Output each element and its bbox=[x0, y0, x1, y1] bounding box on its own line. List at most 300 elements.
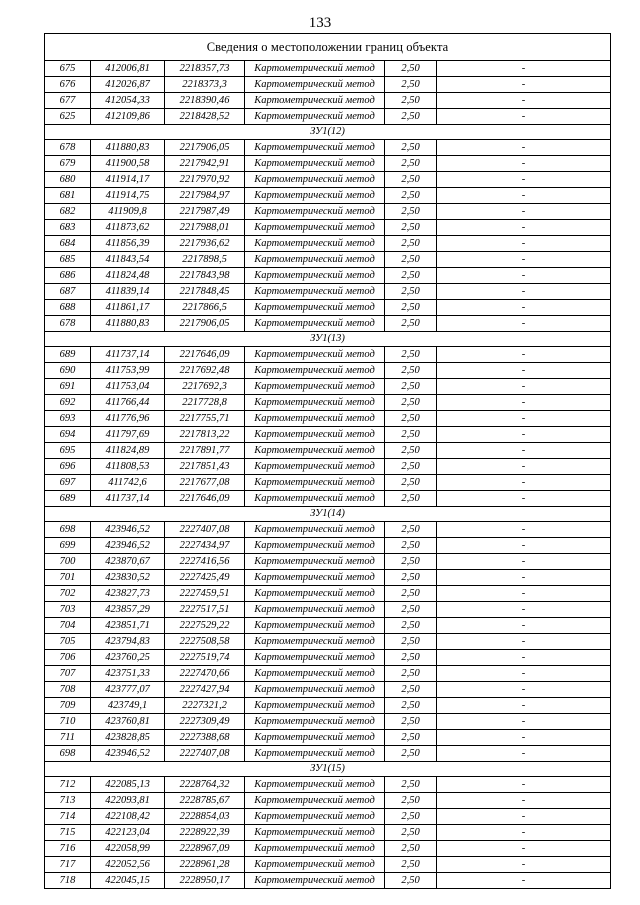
coord-x-cell: 411753,99 bbox=[91, 363, 165, 379]
description-cell: - bbox=[437, 634, 611, 650]
method-cell: Картометрический метод bbox=[245, 236, 385, 252]
method-cell: Картометрический метод bbox=[245, 809, 385, 825]
table-row bbox=[45, 411, 611, 427]
table-row bbox=[45, 522, 611, 538]
table-row bbox=[45, 379, 611, 395]
point-number-cell: 700 bbox=[45, 554, 91, 570]
point-number-cell: 707 bbox=[45, 666, 91, 682]
coord-x-cell: 411824,48 bbox=[91, 268, 165, 284]
table-row bbox=[45, 459, 611, 475]
description-cell: - bbox=[437, 650, 611, 666]
coord-x-cell: 411742,6 bbox=[91, 475, 165, 491]
description-cell: - bbox=[437, 522, 611, 538]
coord-y-cell: 2217866,5 bbox=[165, 300, 245, 316]
accuracy-cell: 2,50 bbox=[385, 379, 437, 395]
coord-x-cell: 423946,52 bbox=[91, 746, 165, 762]
point-number-cell: 710 bbox=[45, 714, 91, 730]
coord-y-cell: 2217891,77 bbox=[165, 443, 245, 459]
description-cell: - bbox=[437, 379, 611, 395]
accuracy-cell: 2,50 bbox=[385, 522, 437, 538]
coord-y-cell: 2217906,05 bbox=[165, 316, 245, 332]
table-row bbox=[45, 586, 611, 602]
table-row bbox=[45, 825, 611, 841]
method-cell: Картометрический метод bbox=[245, 538, 385, 554]
coord-y-cell: 2227470,66 bbox=[165, 666, 245, 682]
accuracy-cell: 2,50 bbox=[385, 841, 437, 857]
description-cell: - bbox=[437, 698, 611, 714]
coord-x-cell: 411909,8 bbox=[91, 204, 165, 220]
accuracy-cell: 2,50 bbox=[385, 650, 437, 666]
coord-y-cell: 2227434,97 bbox=[165, 538, 245, 554]
method-cell: Картометрический метод bbox=[245, 220, 385, 236]
accuracy-cell: 2,50 bbox=[385, 204, 437, 220]
coord-y-cell: 2228950,17 bbox=[165, 873, 245, 889]
description-cell: - bbox=[437, 204, 611, 220]
coord-x-cell: 411843,54 bbox=[91, 252, 165, 268]
table-row bbox=[45, 188, 611, 204]
table-row bbox=[45, 841, 611, 857]
point-number-cell: 698 bbox=[45, 746, 91, 762]
description-cell: - bbox=[437, 188, 611, 204]
accuracy-cell: 2,50 bbox=[385, 570, 437, 586]
accuracy-cell: 2,50 bbox=[385, 459, 437, 475]
accuracy-cell: 2,50 bbox=[385, 666, 437, 682]
description-cell: - bbox=[437, 793, 611, 809]
table-row bbox=[45, 395, 611, 411]
accuracy-cell: 2,50 bbox=[385, 618, 437, 634]
method-cell: Картометрический метод bbox=[245, 363, 385, 379]
point-number-cell: 715 bbox=[45, 825, 91, 841]
point-number-cell: 682 bbox=[45, 204, 91, 220]
accuracy-cell: 2,50 bbox=[385, 443, 437, 459]
point-number-cell: 718 bbox=[45, 873, 91, 889]
section-row bbox=[45, 332, 611, 347]
table-row bbox=[45, 857, 611, 873]
table-row bbox=[45, 109, 611, 125]
coord-y-cell: 2218357,73 bbox=[165, 61, 245, 77]
method-cell: Картометрический метод bbox=[245, 602, 385, 618]
coord-y-cell: 2227427,94 bbox=[165, 682, 245, 698]
coord-x-cell: 423851,71 bbox=[91, 618, 165, 634]
coord-x-cell: 411824,89 bbox=[91, 443, 165, 459]
accuracy-cell: 2,50 bbox=[385, 730, 437, 746]
point-number-cell: 685 bbox=[45, 252, 91, 268]
point-number-cell: 679 bbox=[45, 156, 91, 172]
coord-y-cell: 2227459,51 bbox=[165, 586, 245, 602]
coord-y-cell: 2218428,52 bbox=[165, 109, 245, 125]
accuracy-cell: 2,50 bbox=[385, 777, 437, 793]
section-label: ЗУ1(12) bbox=[45, 125, 611, 140]
coord-x-cell: 411900,58 bbox=[91, 156, 165, 172]
table-row bbox=[45, 61, 611, 77]
table-row bbox=[45, 443, 611, 459]
description-cell: - bbox=[437, 140, 611, 156]
coord-x-cell: 423794,83 bbox=[91, 634, 165, 650]
accuracy-cell: 2,50 bbox=[385, 809, 437, 825]
point-number-cell: 689 bbox=[45, 491, 91, 507]
coord-y-cell: 2217851,43 bbox=[165, 459, 245, 475]
coord-x-cell: 411839,14 bbox=[91, 284, 165, 300]
table-row bbox=[45, 682, 611, 698]
description-cell: - bbox=[437, 714, 611, 730]
table-row bbox=[45, 93, 611, 109]
accuracy-cell: 2,50 bbox=[385, 347, 437, 363]
method-cell: Картометрический метод bbox=[245, 411, 385, 427]
point-number-cell: 714 bbox=[45, 809, 91, 825]
point-number-cell: 678 bbox=[45, 316, 91, 332]
point-number-cell: 709 bbox=[45, 698, 91, 714]
description-cell: - bbox=[437, 602, 611, 618]
coord-y-cell: 2218373,3 bbox=[165, 77, 245, 93]
point-number-cell: 687 bbox=[45, 284, 91, 300]
coord-y-cell: 2217813,22 bbox=[165, 427, 245, 443]
method-cell: Картометрический метод bbox=[245, 873, 385, 889]
coord-x-cell: 412006,81 bbox=[91, 61, 165, 77]
coord-y-cell: 2228854,03 bbox=[165, 809, 245, 825]
section-label: ЗУ1(13) bbox=[45, 332, 611, 347]
section-row bbox=[45, 507, 611, 522]
method-cell: Картометрический метод bbox=[245, 379, 385, 395]
coord-x-cell: 422108,42 bbox=[91, 809, 165, 825]
method-cell: Картометрический метод bbox=[245, 188, 385, 204]
description-cell: - bbox=[437, 268, 611, 284]
accuracy-cell: 2,50 bbox=[385, 172, 437, 188]
method-cell: Картометрический метод bbox=[245, 284, 385, 300]
accuracy-cell: 2,50 bbox=[385, 491, 437, 507]
table-row bbox=[45, 554, 611, 570]
method-cell: Картометрический метод bbox=[245, 316, 385, 332]
description-cell: - bbox=[437, 746, 611, 762]
method-cell: Картометрический метод bbox=[245, 140, 385, 156]
coord-x-cell: 423827,73 bbox=[91, 586, 165, 602]
accuracy-cell: 2,50 bbox=[385, 268, 437, 284]
description-cell: - bbox=[437, 491, 611, 507]
point-number-cell: 703 bbox=[45, 602, 91, 618]
coord-x-cell: 411873,62 bbox=[91, 220, 165, 236]
coord-y-cell: 2217848,45 bbox=[165, 284, 245, 300]
coord-x-cell: 411861,17 bbox=[91, 300, 165, 316]
table-row bbox=[45, 427, 611, 443]
description-cell: - bbox=[437, 777, 611, 793]
table-row bbox=[45, 746, 611, 762]
description-cell: - bbox=[437, 586, 611, 602]
accuracy-cell: 2,50 bbox=[385, 300, 437, 316]
point-number-cell: 713 bbox=[45, 793, 91, 809]
point-number-cell: 696 bbox=[45, 459, 91, 475]
method-cell: Картометрический метод bbox=[245, 634, 385, 650]
coord-y-cell: 2217646,09 bbox=[165, 491, 245, 507]
point-number-cell: 625 bbox=[45, 109, 91, 125]
coord-y-cell: 2227321,2 bbox=[165, 698, 245, 714]
description-cell: - bbox=[437, 475, 611, 491]
coord-y-cell: 2217692,3 bbox=[165, 379, 245, 395]
point-number-cell: 684 bbox=[45, 236, 91, 252]
coord-x-cell: 423857,29 bbox=[91, 602, 165, 618]
coord-y-cell: 2217898,5 bbox=[165, 252, 245, 268]
section-label: ЗУ1(14) bbox=[45, 507, 611, 522]
point-number-cell: 676 bbox=[45, 77, 91, 93]
method-cell: Картометрический метод bbox=[245, 347, 385, 363]
accuracy-cell: 2,50 bbox=[385, 538, 437, 554]
method-cell: Картометрический метод bbox=[245, 172, 385, 188]
method-cell: Картометрический метод bbox=[245, 554, 385, 570]
point-number-cell: 680 bbox=[45, 172, 91, 188]
accuracy-cell: 2,50 bbox=[385, 140, 437, 156]
description-cell: - bbox=[437, 682, 611, 698]
point-number-cell: 681 bbox=[45, 188, 91, 204]
point-number-cell: 677 bbox=[45, 93, 91, 109]
table-row bbox=[45, 347, 611, 363]
description-cell: - bbox=[437, 873, 611, 889]
coord-y-cell: 2217646,09 bbox=[165, 347, 245, 363]
coord-x-cell: 422045,15 bbox=[91, 873, 165, 889]
coord-x-cell: 423760,25 bbox=[91, 650, 165, 666]
point-number-cell: 706 bbox=[45, 650, 91, 666]
table-row bbox=[45, 634, 611, 650]
table-row bbox=[45, 236, 611, 252]
accuracy-cell: 2,50 bbox=[385, 395, 437, 411]
method-cell: Картометрический метод bbox=[245, 793, 385, 809]
description-cell: - bbox=[437, 172, 611, 188]
description-cell: - bbox=[437, 93, 611, 109]
description-cell: - bbox=[437, 666, 611, 682]
coord-y-cell: 2228922,39 bbox=[165, 825, 245, 841]
description-cell: - bbox=[437, 395, 611, 411]
method-cell: Картометрический метод bbox=[245, 682, 385, 698]
method-cell: Картометрический метод bbox=[245, 618, 385, 634]
point-number-cell: 691 bbox=[45, 379, 91, 395]
table-row bbox=[45, 316, 611, 332]
coord-y-cell: 2227508,58 bbox=[165, 634, 245, 650]
section-row bbox=[45, 762, 611, 777]
coord-x-cell: 412109,86 bbox=[91, 109, 165, 125]
method-cell: Картометрический метод bbox=[245, 395, 385, 411]
accuracy-cell: 2,50 bbox=[385, 236, 437, 252]
coord-x-cell: 423830,52 bbox=[91, 570, 165, 586]
description-cell: - bbox=[437, 236, 611, 252]
description-cell: - bbox=[437, 363, 611, 379]
description-cell: - bbox=[437, 570, 611, 586]
description-cell: - bbox=[437, 300, 611, 316]
accuracy-cell: 2,50 bbox=[385, 252, 437, 268]
table-row bbox=[45, 809, 611, 825]
table-row bbox=[45, 570, 611, 586]
coord-x-cell: 412054,33 bbox=[91, 93, 165, 109]
table-title-row bbox=[45, 34, 611, 61]
page-number: 133 bbox=[308, 15, 332, 31]
accuracy-cell: 2,50 bbox=[385, 554, 437, 570]
coord-y-cell: 2227529,22 bbox=[165, 618, 245, 634]
point-number-cell: 690 bbox=[45, 363, 91, 379]
description-cell: - bbox=[437, 618, 611, 634]
coord-y-cell: 2228961,28 bbox=[165, 857, 245, 873]
accuracy-cell: 2,50 bbox=[385, 93, 437, 109]
accuracy-cell: 2,50 bbox=[385, 634, 437, 650]
coord-x-cell: 423749,1 bbox=[91, 698, 165, 714]
coord-y-cell: 2228967,09 bbox=[165, 841, 245, 857]
method-cell: Картометрический метод bbox=[245, 666, 385, 682]
description-cell: - bbox=[437, 316, 611, 332]
description-cell: - bbox=[437, 857, 611, 873]
method-cell: Картометрический метод bbox=[245, 714, 385, 730]
description-cell: - bbox=[437, 77, 611, 93]
table-row bbox=[45, 268, 611, 284]
table-row bbox=[45, 714, 611, 730]
accuracy-cell: 2,50 bbox=[385, 682, 437, 698]
table-row bbox=[45, 204, 611, 220]
table-row bbox=[45, 284, 611, 300]
accuracy-cell: 2,50 bbox=[385, 825, 437, 841]
description-cell: - bbox=[437, 61, 611, 77]
point-number-cell: 692 bbox=[45, 395, 91, 411]
coord-y-cell: 2227407,08 bbox=[165, 522, 245, 538]
boundary-table-body bbox=[45, 34, 611, 889]
method-cell: Картометрический метод bbox=[245, 570, 385, 586]
method-cell: Картометрический метод bbox=[245, 730, 385, 746]
table-row bbox=[45, 873, 611, 889]
point-number-cell: 688 bbox=[45, 300, 91, 316]
coord-y-cell: 2227517,51 bbox=[165, 602, 245, 618]
table-row bbox=[45, 650, 611, 666]
point-number-cell: 693 bbox=[45, 411, 91, 427]
method-cell: Картометрический метод bbox=[245, 475, 385, 491]
coord-y-cell: 2217988,01 bbox=[165, 220, 245, 236]
description-cell: - bbox=[437, 825, 611, 841]
accuracy-cell: 2,50 bbox=[385, 220, 437, 236]
coord-y-cell: 2217692,48 bbox=[165, 363, 245, 379]
point-number-cell: 678 bbox=[45, 140, 91, 156]
description-cell: - bbox=[437, 809, 611, 825]
coord-x-cell: 423777,07 bbox=[91, 682, 165, 698]
accuracy-cell: 2,50 bbox=[385, 475, 437, 491]
table-row bbox=[45, 77, 611, 93]
coord-x-cell: 411914,17 bbox=[91, 172, 165, 188]
coord-x-cell: 412026,87 bbox=[91, 77, 165, 93]
point-number-cell: 716 bbox=[45, 841, 91, 857]
description-cell: - bbox=[437, 347, 611, 363]
table-row bbox=[45, 777, 611, 793]
description-cell: - bbox=[437, 284, 611, 300]
method-cell: Картометрический метод bbox=[245, 93, 385, 109]
method-cell: Картометрический метод bbox=[245, 156, 385, 172]
method-cell: Картометрический метод bbox=[245, 746, 385, 762]
coord-x-cell: 423760,81 bbox=[91, 714, 165, 730]
accuracy-cell: 2,50 bbox=[385, 857, 437, 873]
table-row bbox=[45, 172, 611, 188]
method-cell: Картометрический метод bbox=[245, 841, 385, 857]
coord-x-cell: 411766,44 bbox=[91, 395, 165, 411]
method-cell: Картометрический метод bbox=[245, 252, 385, 268]
table-row bbox=[45, 618, 611, 634]
point-number-cell: 711 bbox=[45, 730, 91, 746]
method-cell: Картометрический метод bbox=[245, 443, 385, 459]
table-row bbox=[45, 538, 611, 554]
accuracy-cell: 2,50 bbox=[385, 109, 437, 125]
description-cell: - bbox=[437, 554, 611, 570]
table-row bbox=[45, 475, 611, 491]
description-cell: - bbox=[437, 220, 611, 236]
point-number-cell: 712 bbox=[45, 777, 91, 793]
coord-y-cell: 2227407,08 bbox=[165, 746, 245, 762]
coord-y-cell: 2227388,68 bbox=[165, 730, 245, 746]
point-number-cell: 701 bbox=[45, 570, 91, 586]
accuracy-cell: 2,50 bbox=[385, 156, 437, 172]
point-number-cell: 698 bbox=[45, 522, 91, 538]
description-cell: - bbox=[437, 459, 611, 475]
method-cell: Картометрический метод bbox=[245, 109, 385, 125]
description-cell: - bbox=[437, 730, 611, 746]
coord-y-cell: 2227425,49 bbox=[165, 570, 245, 586]
coord-y-cell: 2217728,8 bbox=[165, 395, 245, 411]
coord-y-cell: 2217987,49 bbox=[165, 204, 245, 220]
accuracy-cell: 2,50 bbox=[385, 698, 437, 714]
coord-x-cell: 411776,96 bbox=[91, 411, 165, 427]
point-number-cell: 704 bbox=[45, 618, 91, 634]
table-row bbox=[45, 156, 611, 172]
coord-x-cell: 423946,52 bbox=[91, 522, 165, 538]
method-cell: Картометрический метод bbox=[245, 300, 385, 316]
accuracy-cell: 2,50 bbox=[385, 602, 437, 618]
accuracy-cell: 2,50 bbox=[385, 61, 437, 77]
coord-x-cell: 411808,53 bbox=[91, 459, 165, 475]
accuracy-cell: 2,50 bbox=[385, 586, 437, 602]
coord-x-cell: 411737,14 bbox=[91, 491, 165, 507]
description-cell: - bbox=[437, 109, 611, 125]
accuracy-cell: 2,50 bbox=[385, 77, 437, 93]
coord-y-cell: 2217970,92 bbox=[165, 172, 245, 188]
table-row bbox=[45, 730, 611, 746]
method-cell: Картометрический метод bbox=[245, 268, 385, 284]
coord-x-cell: 422123,04 bbox=[91, 825, 165, 841]
coord-x-cell: 411914,75 bbox=[91, 188, 165, 204]
method-cell: Картометрический метод bbox=[245, 586, 385, 602]
table-row bbox=[45, 140, 611, 156]
table-row bbox=[45, 602, 611, 618]
coord-x-cell: 422093,81 bbox=[91, 793, 165, 809]
accuracy-cell: 2,50 bbox=[385, 316, 437, 332]
coord-y-cell: 2227519,74 bbox=[165, 650, 245, 666]
accuracy-cell: 2,50 bbox=[385, 746, 437, 762]
point-number-cell: 705 bbox=[45, 634, 91, 650]
description-cell: - bbox=[437, 538, 611, 554]
point-number-cell: 697 bbox=[45, 475, 91, 491]
point-number-cell: 686 bbox=[45, 268, 91, 284]
table-row bbox=[45, 666, 611, 682]
method-cell: Картометрический метод bbox=[245, 777, 385, 793]
coord-x-cell: 423751,33 bbox=[91, 666, 165, 682]
point-number-cell: 683 bbox=[45, 220, 91, 236]
point-number-cell: 689 bbox=[45, 347, 91, 363]
description-cell: - bbox=[437, 252, 611, 268]
coord-x-cell: 411753,04 bbox=[91, 379, 165, 395]
method-cell: Картометрический метод bbox=[245, 825, 385, 841]
method-cell: Картометрический метод bbox=[245, 61, 385, 77]
point-number-cell: 708 bbox=[45, 682, 91, 698]
coord-x-cell: 411797,69 bbox=[91, 427, 165, 443]
coord-y-cell: 2228764,32 bbox=[165, 777, 245, 793]
coord-x-cell: 423828,85 bbox=[91, 730, 165, 746]
method-cell: Картометрический метод bbox=[245, 77, 385, 93]
description-cell: - bbox=[437, 443, 611, 459]
table-row bbox=[45, 300, 611, 316]
point-number-cell: 694 bbox=[45, 427, 91, 443]
table-row bbox=[45, 220, 611, 236]
coord-x-cell: 423946,52 bbox=[91, 538, 165, 554]
accuracy-cell: 2,50 bbox=[385, 427, 437, 443]
method-cell: Картометрический метод bbox=[245, 204, 385, 220]
coord-y-cell: 2218390,46 bbox=[165, 93, 245, 109]
coord-y-cell: 2217936,62 bbox=[165, 236, 245, 252]
